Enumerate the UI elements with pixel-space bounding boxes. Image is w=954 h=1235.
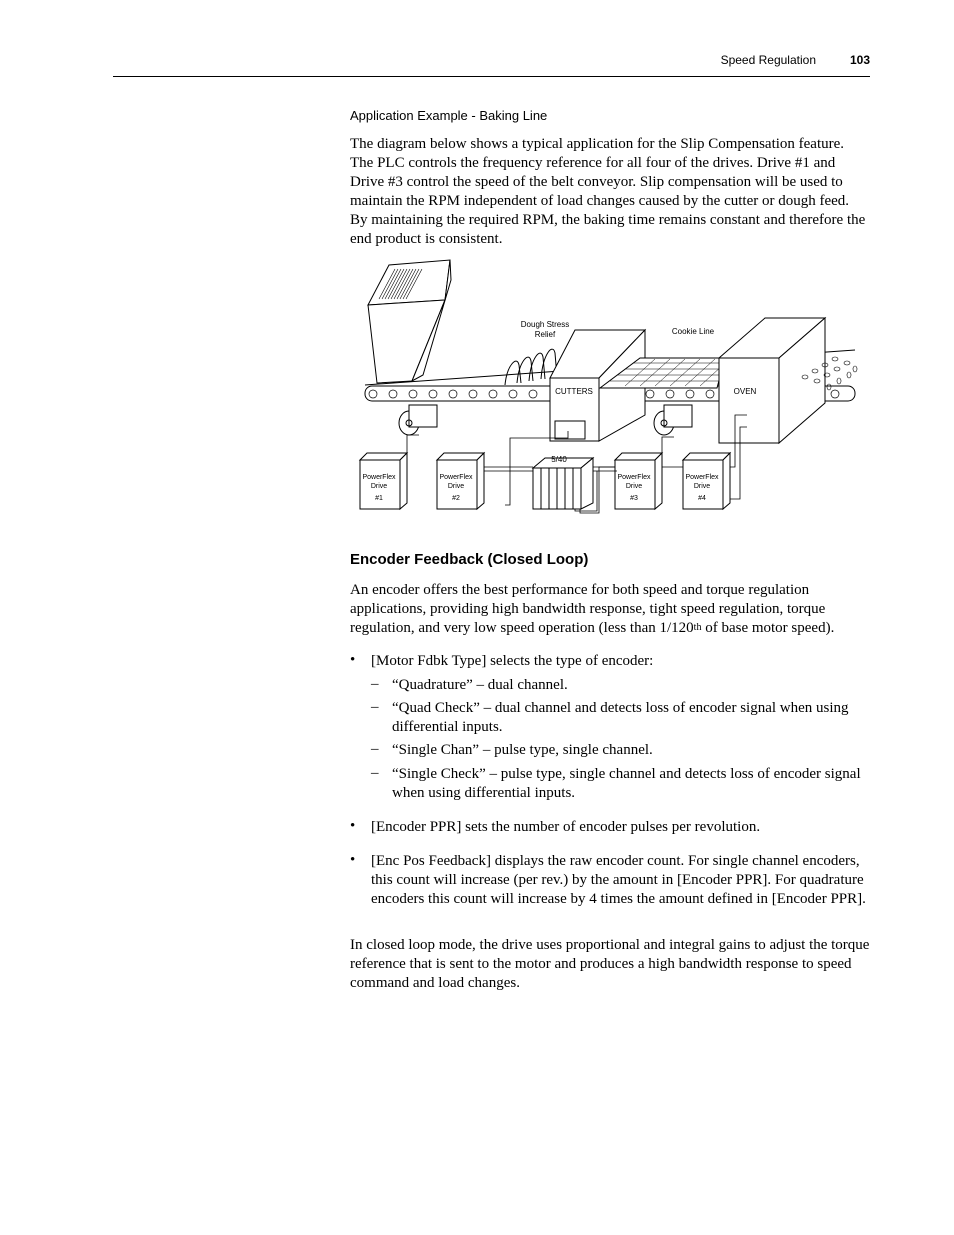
header-section-title: Speed Regulation: [720, 53, 816, 67]
dough-label-line1: Dough Stress: [520, 320, 570, 329]
drive-4-line1: PowerFlex: [685, 474, 719, 481]
baking-line-diagram: [355, 255, 865, 515]
motor-1: [399, 405, 437, 435]
drive-3: [615, 453, 662, 509]
dough-hopper: [368, 260, 451, 383]
drive-4-number: #4: [698, 495, 706, 502]
drive-3-number: #3: [630, 495, 638, 502]
drive-3-line2: Drive: [625, 483, 643, 490]
bullet-symbol: •: [350, 652, 356, 668]
dough-label-line2: Relief: [534, 330, 556, 339]
cookie-line-label: Cookie Line: [671, 327, 715, 336]
motor-3: [654, 405, 692, 435]
cutters-label: CUTTERS: [555, 387, 593, 396]
bullet-symbol: •: [350, 818, 356, 834]
encoder-intro-tail: of base motor speed).: [701, 620, 835, 636]
dash-symbol: –: [371, 765, 379, 781]
drive-1-line2: Drive: [370, 483, 388, 490]
drive-4-line2: Drive: [693, 483, 711, 490]
plc-label: 5/40: [551, 455, 567, 464]
superscript-th: th: [693, 622, 702, 633]
encoder-intro: [350, 581, 870, 638]
drive-2: [437, 453, 484, 509]
page-header: [113, 52, 870, 77]
subitem-single-chan: “Single Chan” – pulse type, single channel.: [392, 742, 653, 758]
subitem-quadrature: “Quadrature” – dual channel.: [392, 677, 568, 693]
encoder-intro-text: An encoder offers the best performance for both speed and torque regulation applications, providing high bandwidth response, tight speed regulation, torque regulation, and very low speed operation (less than 1/120: [350, 582, 826, 636]
drive-3-line1: PowerFlex: [617, 474, 651, 481]
drive-1: [360, 453, 407, 509]
dash-symbol: –: [371, 741, 379, 757]
drive-2-line2: Drive: [447, 483, 465, 490]
drive-4: [683, 453, 730, 509]
bullet-enc-pos-feedback: [Enc Pos Feedback] displays the raw encoder count. For single channel encoders, this count will increase (per rev.) by the amount in [Encoder PPR]. For quadrature encoders this count will increase by 4 times the amount defined in [Encoder PPR].: [371, 853, 866, 907]
drive-2-number: #2: [452, 495, 460, 502]
page-number: 103: [849, 53, 870, 67]
subitem-quad-check: “Quad Check” – dual channel and detects loss of encoder signal when using differential inputs.: [392, 700, 849, 735]
bullet-symbol: •: [350, 852, 356, 868]
plc-rack: [533, 455, 593, 509]
drive-1-line1: PowerFlex: [362, 474, 396, 481]
encoder-heading: Encoder Feedback (Closed Loop): [350, 551, 589, 568]
drive-2-line1: PowerFlex: [439, 474, 473, 481]
dash-symbol: –: [371, 699, 379, 715]
bullet-motor-fdbk-type: [Motor Fdbk Type] selects the type of encoder:: [371, 653, 654, 669]
closing-paragraph: In closed loop mode, the drive uses proportional and integral gains to adjust the torque reference that is sent to the motor and produces a high bandwidth response to speed command and load changes.: [350, 937, 870, 991]
drive-1-number: #1: [375, 495, 383, 502]
dash-symbol: –: [371, 676, 379, 692]
example-heading: Application Example - Baking Line: [350, 108, 548, 123]
example-paragraph: The diagram below shows a typical application for the Slip Compensation feature. The PLC controls the frequency reference for all four of the drives. Drive #1 and Drive #3 control the speed of the belt conveyor. Slip compensation will be used to maintain the RPM independent of load changes caused by the cutter or dough feed. By maintaining the required RPM, the baking time remains constant and therefore the end product is consistent.: [350, 136, 866, 247]
subitem-single-check: “Single Check” – pulse type, single channel and detects loss of encoder signal when using differential inputs.: [392, 766, 861, 801]
oven-label: OVEN: [733, 387, 757, 396]
bullet-encoder-ppr: [Encoder PPR] sets the number of encoder pulses per revolution.: [371, 819, 761, 835]
